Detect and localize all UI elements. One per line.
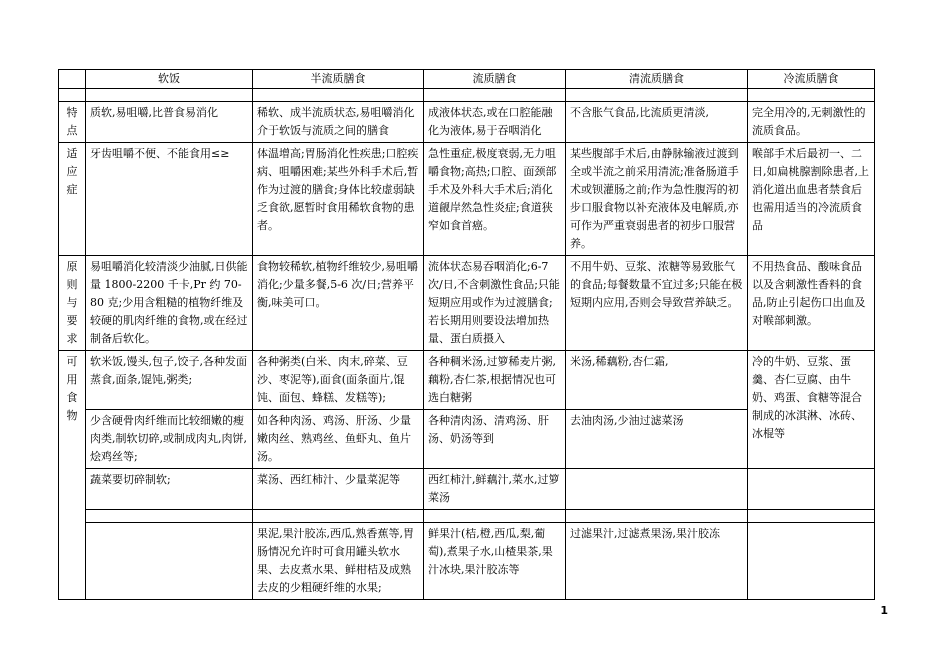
table-cell: 流体状态易吞咽消化;6-7 次/日,不含刺激性食品;只能短期应用或作为过渡膳食;若长期用则要设法增加热量、蛋白质摄入 (424, 256, 566, 351)
table-cell: 西红柿汁,鲜藕汁,菜水,过箩菜汤 (424, 469, 566, 510)
header-soft-rice: 软饭 (86, 70, 253, 89)
header-semi-liquid: 半流质膳食 (253, 70, 424, 89)
table-cell: 完全用冷的,无刺激性的流质食品。 (748, 102, 875, 143)
table-cell: 各种稠米汤,过箩稀麦片粥,藕粉,杏仁茶,根据情况也可选白糖粥 (424, 351, 566, 410)
header-row (59, 70, 875, 89)
table-cell: 各种清肉汤、清鸡汤、肝汤、奶汤等到 (424, 410, 566, 469)
table-cell (86, 523, 253, 600)
table-cell: 成液体状态,或在口腔能融化为液体,易于吞咽消化 (424, 102, 566, 143)
row-label-indications: 适应症 (59, 143, 86, 256)
table-cell: 菜汤、西红柿汁、少量菜泥等 (253, 469, 424, 510)
table-cell: 鲜果汁(桔,橙,西瓜,梨,葡萄),煮果子水,山楂果茶,果汁冰块,果汁胶冻等 (424, 523, 566, 600)
diet-table (58, 69, 875, 600)
foods-row (59, 469, 875, 510)
foods-row (59, 523, 875, 600)
table-cell: 食物较稀软,植物纤维较少,易咀嚼消化;少量多餐,5-6 次/日;营养平衡,味美可口。 (253, 256, 424, 351)
table-cell: 软米饭,馒头,包子,饺子,各种发面蒸食,面条,馄饨,粥类; (86, 351, 253, 410)
table-cell: 牙齿咀嚼不便、不能食用≤≥ (86, 143, 253, 256)
table-cell: 不用牛奶、豆浆、浓糖等易致胀气的食品;每餐数量不宜过多;只能在极短期内应用,否则会导致营养缺乏。 (566, 256, 748, 351)
table-cell (748, 523, 875, 600)
principles-row (59, 256, 875, 351)
table-cell: 不用热食品、酸味食品以及含刺激性香料的食品,防止引起伤口出血及对喉部刺激。 (748, 256, 875, 351)
table-cell: 冷的牛奶、豆浆、蛋羹、杏仁豆腐、由牛奶、鸡蛋、食糖等混合制成的冰淇淋、冰砖、冰棍等 (748, 351, 875, 469)
row-label-principles: 原则与要求 (59, 256, 86, 351)
table-cell: 某些腹部手术后,由静脉输液过渡到全或半流之前采用清流;准备肠道手术或钡灌肠之前;作为急性腹泻的初步口服食物以补充液体及电解质,亦可作为严重衰弱患者的初步口服营养。 (566, 143, 748, 256)
table-cell: 各种粥类(白米、肉末,碎菜、豆沙、枣泥等),面食(面条面片,馄饨、面包、蜂糕、发糕等); (253, 351, 424, 410)
table-cell: 少含硬骨肉纤维而比较细嫩的瘦肉类,制软切碎,或制成肉丸,肉饼,烩鸡丝等; (86, 410, 253, 469)
table-cell: 易咀嚼消化较清淡少油腻,日供能量 1800-2200 千卡,Pr 约 70-80 克;少用含粗糙的植物纤维及较硬的肌肉纤维的食物,或在经过制备后软化。 (86, 256, 253, 351)
table-cell: 不含胀气食品,比流质更清淡, (566, 102, 748, 143)
features-row (59, 102, 875, 143)
table-cell: 如各种肉汤、鸡汤、肝汤、少量嫩肉丝、熟鸡丝、鱼虾丸、鱼片汤。 (253, 410, 424, 469)
header-cold-liquid: 冷流质膳食 (748, 70, 875, 89)
table-cell: 急性重症,极度衰弱,无力咀嚼食物;高热;口腔、面颈部手术及外科大手术后;消化道觎岸然急性炎症;食道狭窄如食首癌。 (424, 143, 566, 256)
blank-row (59, 89, 875, 102)
table-cell: 过滤果汁,过滤煮果汤,果汁胶冻 (566, 523, 748, 600)
table-cell: 米汤,稀藕粉,杏仁霜, (566, 351, 748, 410)
row-label-foods: 可用食物 (59, 351, 86, 600)
table-cell: 质软,易咀嚼,比普食易消化 (86, 102, 253, 143)
table-cell: 喉部手术后最初一、二日,如扁桃腺割除患者,上消化道出血患者禁食后也需用适当的冷流质食品 (748, 143, 875, 256)
header-liquid: 流质膳食 (424, 70, 566, 89)
foods-spacer-row (59, 510, 875, 523)
header-corner (59, 70, 86, 89)
table-cell: 蔬菜要切碎制软; (86, 469, 253, 510)
indications-row (59, 143, 875, 256)
table-cell: 果泥,果汁胶冻,西瓜,熟香蕉等,胃肠情况允许时可食用罐头软水果、去皮煮水果、鲜柑桔及成熟去皮的少粗硬纤维的水果; (253, 523, 424, 600)
page-number: 1 (880, 604, 888, 617)
header-clear-liquid: 清流质膳食 (566, 70, 748, 89)
row-label-features: 特点 (59, 102, 86, 143)
table-cell: 稀软、成半流质状态,易咀嚼消化介于软饭与流质之间的膳食 (253, 102, 424, 143)
table-cell (748, 469, 875, 510)
table-cell (566, 469, 748, 510)
table-cell: 体温增高;胃肠消化性疾患;口腔疾病、咀嚼困难;某些外科手术后,暂作为过渡的膳食;身体比较虚弱缺乏食欲,愿暂时食用稀软食物的患者。 (253, 143, 424, 256)
table-cell: 去油肉汤,少油过滤菜汤 (566, 410, 748, 469)
foods-row (59, 351, 875, 410)
